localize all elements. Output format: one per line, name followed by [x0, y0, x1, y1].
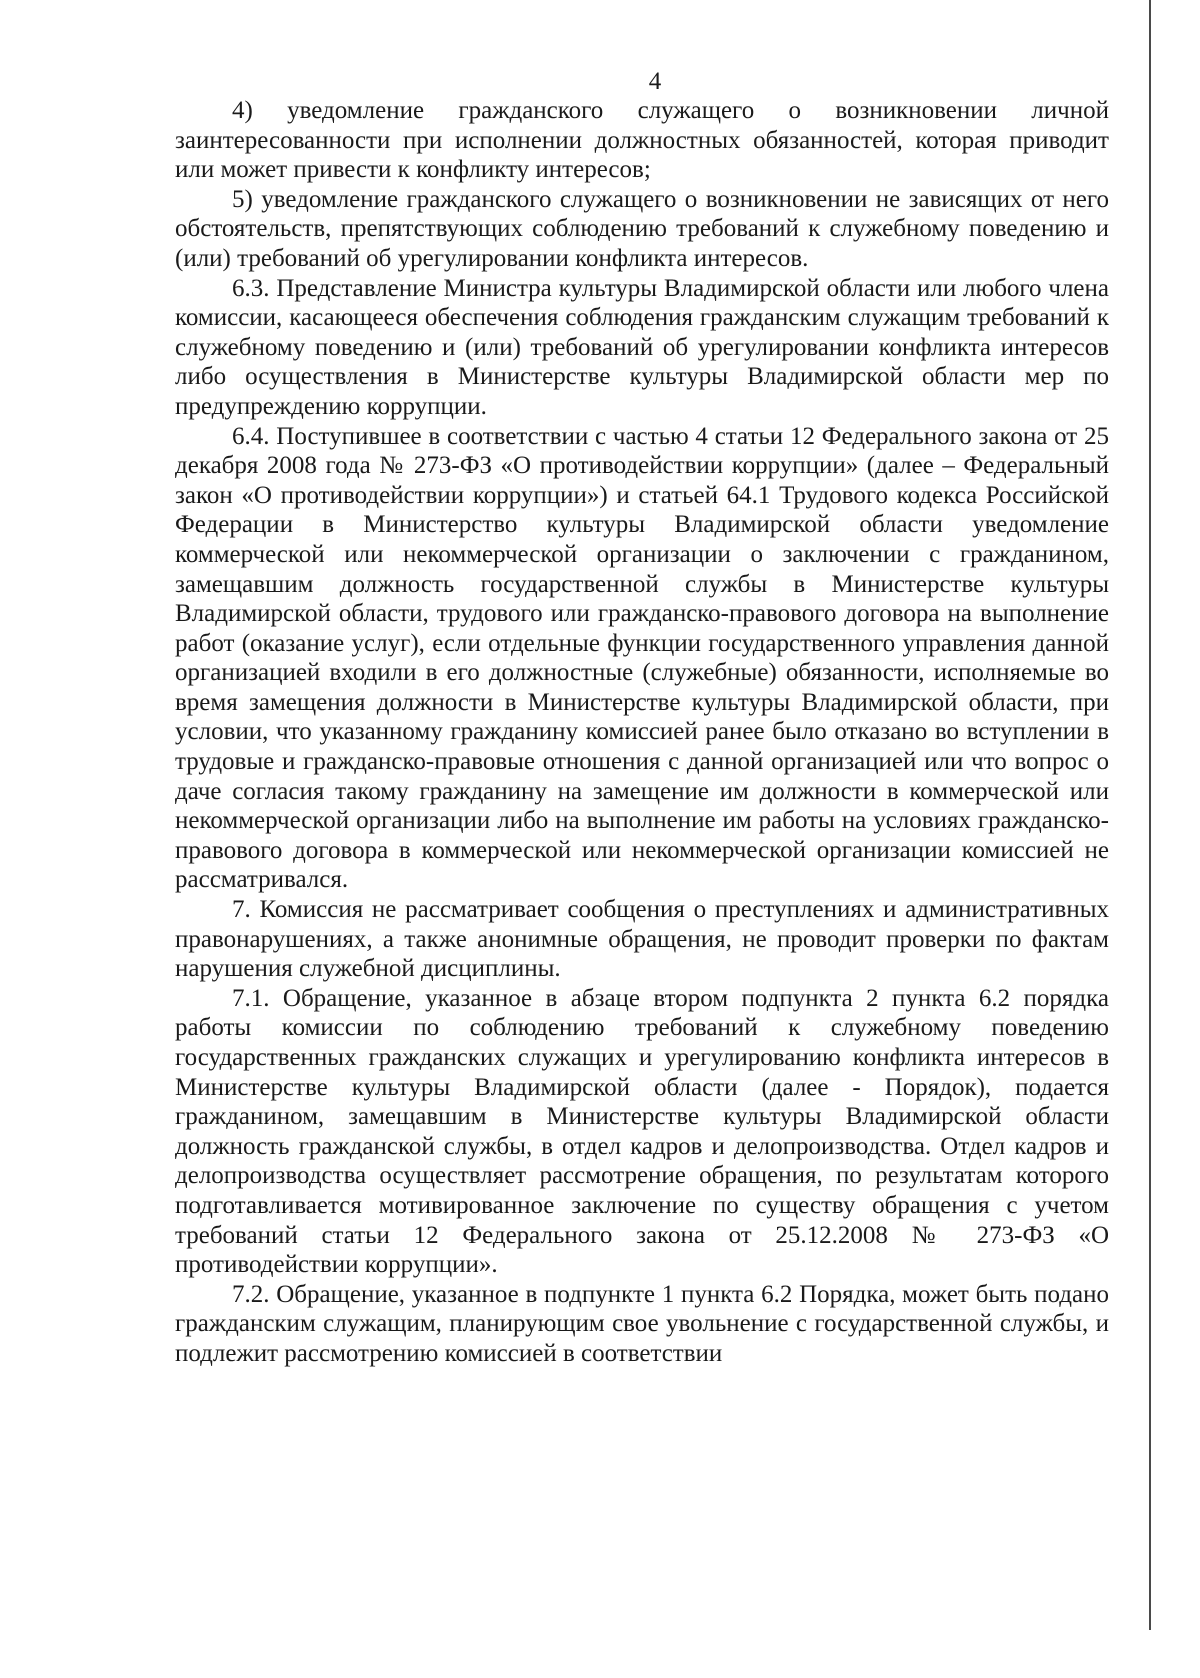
paragraph-6-3: 6.3. Представление Министра культуры Владимирской области или любого члена комиссии, касающееся обеспечения соблюдения гражданским служащим требований к служебному поведению и (или) требований об урегулировании конфликта интересов либо осуществления в Министерстве культуры Владимирской области мер по предупреждению коррупции.	[175, 274, 1109, 420]
paragraph-item-5: 5) уведомление гражданского служащего о возникновении не зависящих от него обстоятельств, препятствующих соблюдению требований к служебному поведению и (или) требований об урегулировании конфликта интересов.	[175, 185, 1109, 272]
paragraph-7-2: 7.2. Обращение, указанное в подпункте 1 пункта 6.2 Порядка, может быть подано гражданским служащим, планирующим свое увольнение с государственной службы, и подлежит рассмотрению комиссией в соответствии	[175, 1280, 1109, 1367]
paragraph-6-4: 6.4. Поступившее в соответствии с частью 4 статьи 12 Федерального закона от 25 декабря 2008 года № 273-ФЗ «О противодействии коррупции» (далее – Федеральный закон «О противодействии коррупции») и статьей 64.1 Трудового кодекса Российской Федерации в Министерство культуры Владимирской области уведомление коммерческой или некоммерческой организации о заключении с гражданином, замещавшим должность государственной службы в Министерстве культуры Владимирской области, трудового или гражданско-правового договора на выполнение работ (оказание услуг), если отдельные функции государственного управления данной организацией входили в его должностные (служебные) обязанности, исполняемые во время замещения должности в Министерстве культуры Владимирской области, при условии, что указанному гражданину комиссией ранее было отказано во вступлении в трудовые и гражданско-правовые отношения с данной организацией или что вопрос о даче согласия такому гражданину на замещение им должности в коммерческой или некоммерческой организации либо на выполнение им работы на условиях гражданско-правового договора в коммерческой или некоммерческой организации комиссией не рассматривался.	[175, 422, 1109, 894]
scan-border-line	[1149, 0, 1151, 1630]
paragraph-7-1: 7.1. Обращение, указанное в абзаце втором подпункта 2 пункта 6.2 порядка работы комиссии по соблюдению требований к служебному поведению государственных гражданских служащих и урегулированию конфликта интересов в Министерстве культуры Владимирской области (далее - Порядок), подается гражданином, замещавшим в Министерстве культуры Владимирской области должность гражданской службы, в отдел кадров и делопроизводства. Отдел кадров и делопроизводства осуществляет рассмотрение обращения, по результатам которого подготавливается мотивированное заключение по существу обращения с учетом требований статьи 12 Федерального закона от 25.12.2008 № 273-ФЗ «О противодействии коррупции».	[175, 984, 1109, 1279]
paragraph-7: 7. Комиссия не рассматривает сообщения о преступлениях и административных правонарушениях, а также анонимные обращения, не проводит проверки по фактам нарушения служебной дисциплины.	[175, 896, 1109, 983]
page-number: 4	[648, 68, 662, 95]
document-body	[175, 96, 1109, 1369]
paragraph-item-4: 4) уведомление гражданского служащего о возникновении личной заинтересованности при исполнении должностных обязанностей, которая приводит или может привести к конфликту интересов;	[175, 97, 1109, 184]
